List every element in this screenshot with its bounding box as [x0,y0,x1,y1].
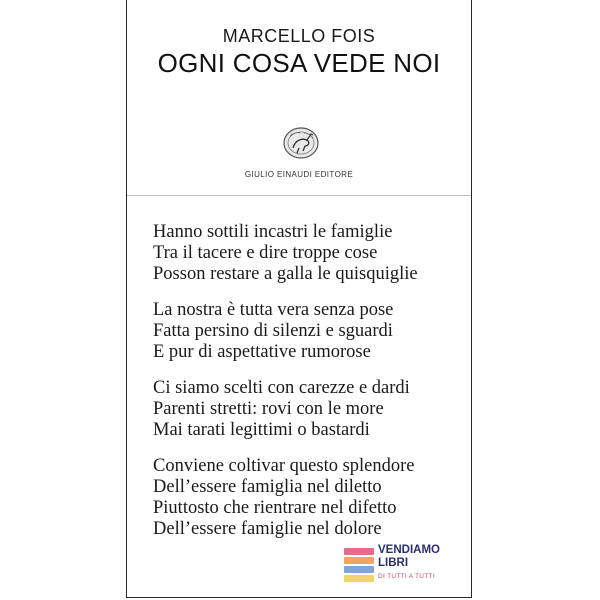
book-title: OGNI COSA VEDE NOI [157,48,441,78]
poem-verse: Dell’essere famiglie nel dolore [153,519,382,539]
poem-verse: Posson restare a galla le quisquiglie [153,264,418,284]
poem-verse: Conviene coltivar questo splendore [153,456,415,476]
poem-stanza [153,300,461,363]
poem-verse: E pur di aspettative rumorose [153,342,371,362]
ostrich-emblem-icon [281,124,321,162]
poem-verse: La nostra è tutta vera senza pose [153,300,394,320]
publisher-name: GIULIO EINAUDI EDITORE [244,170,354,179]
poem-verse: Piuttosto che rientrare nel difetto [153,498,397,518]
poem-verse: Ci siamo scelti con carezze e dardi [153,378,410,398]
books-stripes-icon [344,548,374,582]
watermark-line2: LIBRI [378,557,409,569]
poem-verse: Fatta persino di silenzi e sguardi [153,321,393,341]
poem-verse: Tra il tacere e dire troppe cose [153,243,378,263]
watermark-stripe [344,557,374,564]
watermark-stripe [344,566,374,573]
poem-text [153,222,461,555]
poem-stanza [153,378,461,441]
watermark-line3: DI TUTTI A TUTTI [378,573,435,580]
poem-verse: Mai tarati legittimi o bastardi [153,420,370,440]
author-name: MARCELLO FOIS [222,26,376,46]
watermark-stripe [344,575,374,582]
poem-verse: Hanno sottili incastri le famiglie [153,222,393,242]
cover-divider [127,195,471,196]
poem-stanza [153,456,461,540]
watermark-logo [344,544,440,588]
watermark-line1: VENDIAMO [378,544,440,556]
poem-verse: Parenti stretti: rovi con le more [153,399,384,419]
book-cover [126,0,472,598]
watermark-stripe [344,548,374,555]
poem-verse: Dell’essere famiglia nel diletto [153,477,382,497]
poem-stanza [153,222,461,285]
